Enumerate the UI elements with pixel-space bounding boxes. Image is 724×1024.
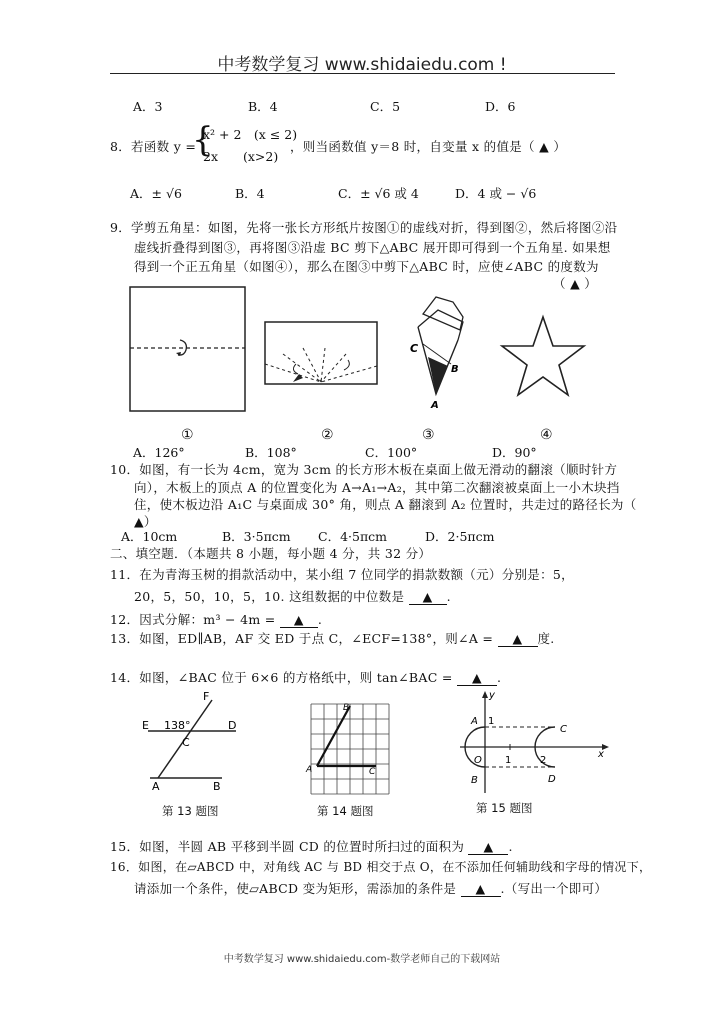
q15-blank[interactable]: ▲ [468,839,508,855]
q8-suffix: ，则当函数值 y＝8 时，自变量 x 的值是（ ▲ ） [290,139,567,154]
q16-line-1: 16．如图，在▱ABCD 中，对角线 AC 与 BD 相交于点 O，在不添加任何辅助线和字母的情况下， [110,860,652,874]
fig4-five-pointed-star [502,317,584,395]
fig2-folded-rectangle [265,322,377,384]
q12-end: . [317,612,323,627]
q12-line [110,610,322,628]
q9-option-b: B．108° [245,445,297,460]
fig15-label-d: D [548,774,556,785]
fig13-diagram [140,688,250,798]
fig14-caption: 第 14 题图 [317,804,374,818]
q15-end: . [508,839,513,854]
q13-end: 度. [537,631,555,646]
q11-blank[interactable]: ▲ [409,589,447,605]
q9-figure-label-1: ① [181,427,194,443]
q14-blank[interactable]: ▲ [457,670,497,686]
page-footer: 中考数学复习 www.shidaiedu.com-数学老师自己的下载网站 [223,954,501,965]
fig15-tick-x2: 2 [540,755,547,766]
fig14-label-c: C [369,767,376,777]
fig3-label-b: B [451,364,459,375]
q9-figure-label-2: ② [321,427,334,443]
fig3-label-c: C [410,342,419,355]
q10-option-a: A．10cm [121,529,178,544]
q7-option-a: A．3 [133,99,163,114]
q8-option-b: B．4 [235,186,265,201]
q8-option-d: D．4 或 − √6 [455,186,537,201]
q11-text: 20，5，50，10，5，10. 这组数据的中位数是 [134,589,405,604]
q8-case-2: 2x (x>2) [203,149,279,164]
q10-option-d: D．2·5πcm [425,529,495,544]
q16-line-2 [134,879,607,897]
q11-line-2 [134,587,451,605]
q8-case-1: x² + 2 (x ≤ 2) [203,127,298,142]
q8-prefix: 8．若函数 y = [110,139,197,154]
q13-line [110,629,555,647]
q9-line-3: 得到一个正五角星（如图④），那么在图③中剪下△ABC 时，应使∠ABC 的度数为 [134,259,599,274]
fig13-label-c: C [182,736,190,749]
fig13-label-f: F [203,690,210,703]
page-header-title: 中考数学复习 www.shidaiedu.com ! [217,55,507,75]
q10-line-1: 10．如图，有一长为 4cm，宽为 3cm 的长方形木板在桌面上做无滑动的翻滚（顺时针方 [110,462,618,477]
q15-line [110,837,513,855]
q12-text: 12．因式分解：m³ − 4m = [110,612,276,627]
fig15-coordinate-diagram [455,685,615,797]
q11-line-1: 11．在为青海玉树的捐款活动中，某小组 7 位同学的捐款数额（元）分别是：5， [110,567,574,582]
q9-answer-mark: （ ▲ ） [553,276,598,291]
q9-line-2: 虚线折叠得到图③，再将图③沿虚 BC 剪下△ABC 展开即可得到一个五角星. 如果想 [134,240,611,255]
section-2-heading: 二、填空题．（本题共 8 小题，每小题 4 分，共 32 分） [110,546,432,561]
fig15-label-o: O [474,755,482,766]
fig15-caption: 第 15 题图 [476,801,533,815]
q9-option-d: D．90° [492,445,537,460]
q9-figures [118,282,618,414]
fig13-label-b: B [213,780,221,793]
fig14-label-b: B [343,703,350,713]
q16-blank[interactable]: ▲ [461,881,501,897]
q10-option-b: B．3·5πcm [222,529,291,544]
q9-figure-label-4: ④ [540,427,553,443]
fig15-tick-y1: 1 [488,716,495,727]
q14-text: 14．如图，∠BAC 位于 6×6 的方格纸中，则 tan∠BAC = [110,670,453,685]
fig15-tick-x1: 1 [505,755,512,766]
q10-line-4: ▲） [134,514,157,529]
fig15-label-y: y [489,690,495,701]
q10-line-3: 住，使木板边沿 A₁C 与桌面成 30° 角，则点 A 翻滚到 A₂ 位置时，共走过的路径长为（ [134,497,637,512]
fig15-label-b: B [471,775,478,786]
q14-line [110,668,501,686]
fig15-label-c: C [560,724,567,735]
fig1-folded-paper [130,287,245,411]
q16-end: .（写出一个即可） [500,881,608,896]
fig13-label-d: D [228,719,237,732]
fig13-angle-label: 138° [164,719,191,732]
q9-option-a: A．126° [133,445,185,460]
q8-option-c: C．± √6 或 4 [338,186,419,201]
fig3-folded-cone [410,297,463,411]
q15-text: 15．如图，半圆 AB 平移到半圆 CD 的位置时所扫过的面积为 [110,839,465,854]
fig13-label-e: E [142,719,149,732]
q8-option-a: A．± √6 [130,186,182,201]
q14-end: . [496,670,502,685]
q9-option-c: C．100° [365,445,418,460]
q8-brace: { [192,120,214,160]
q10-line-2: 向），木板上的顶点 A 的位置变化为 A→A₁→A₂，其中第二次翻滚被桌面上一小木块挡 [134,480,620,495]
fig15-label-a: A [471,716,478,727]
q7-option-b: B．4 [248,99,278,114]
q13-blank[interactable]: ▲ [498,631,538,647]
q16-text: 请添加一个条件，使▱ABCD 变为矩形，需添加的条件是 [134,881,457,896]
q10-option-c: C．4·5πcm [318,529,388,544]
q9-figure-label-3: ③ [422,427,435,443]
fig13-caption: 第 13 题图 [162,804,219,818]
q7-option-c: C．5 [370,99,401,114]
q7-option-d: D．6 [485,99,516,114]
fig14-grid-diagram [303,698,393,798]
fig3-label-a: A [431,400,439,411]
q13-text: 13．如图，ED∥AB，AF 交 ED 于点 C，∠ECF=138°，则∠A = [110,631,494,646]
header-rule [110,73,615,74]
fig13-label-a: A [152,780,160,793]
q11-end: . [446,589,451,604]
q12-blank[interactable]: ▲ [280,612,318,628]
fig15-label-x: x [598,749,604,760]
q9-line-1: 9．学剪五角星：如图，先将一张长方形纸片按图①的虚线对折，得到图②，然后将图②沿 [110,220,618,235]
fig14-label-a: A [306,765,313,775]
